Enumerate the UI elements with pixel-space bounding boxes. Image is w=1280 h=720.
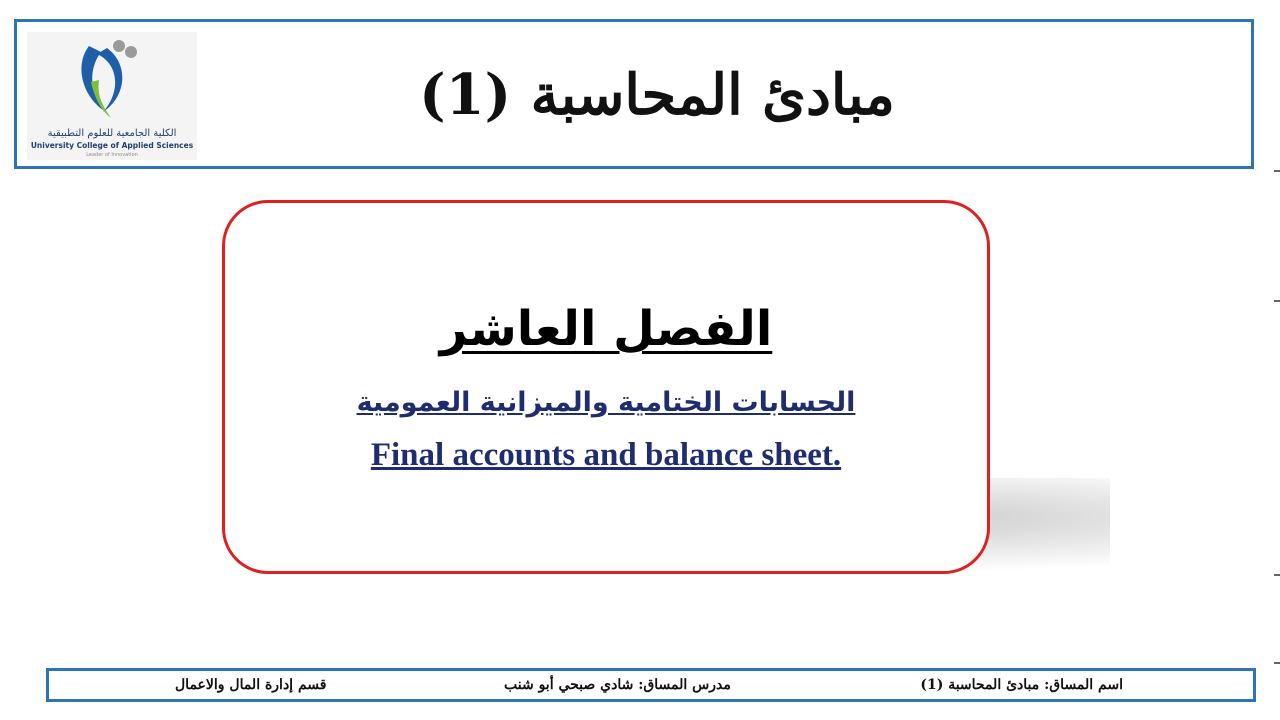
college-logo — [27, 32, 197, 160]
chapter-subtitle-english: Final accounts and balance sheet. — [370, 437, 842, 473]
chapter-subtitle-arabic: الحسابات الختامية والميزانية العمومية — [356, 387, 856, 418]
chapter-title-text: الفصل العاشر — [439, 301, 773, 357]
header-banner — [14, 19, 1254, 169]
edge-mark — [1274, 170, 1280, 172]
edge-mark — [1274, 574, 1280, 576]
chapter-card — [222, 200, 990, 574]
college-logo-icon — [67, 34, 157, 126]
course-title: مبادئ المحاسبة (1) — [419, 62, 895, 128]
logo-tagline: Leader of Innovation — [86, 152, 138, 158]
edge-mark — [1274, 662, 1280, 664]
footer-bar — [46, 668, 1256, 702]
footer-department: قسم إدارة المال والاعمال — [175, 677, 327, 693]
logo-text-english: University College of Applied Sciences — [30, 141, 194, 150]
edge-mark — [1274, 300, 1280, 302]
footer-teacher-name: مدرس المساق: شادي صبحي أبو شنب — [504, 677, 731, 693]
logo-text-arabic: الكلية الجامعية للعلوم التطبيقية — [47, 128, 177, 139]
footer-course-name: اسم المساق: مبادئ المحاسبة (1) — [920, 677, 1123, 693]
chapter-title — [225, 301, 987, 357]
